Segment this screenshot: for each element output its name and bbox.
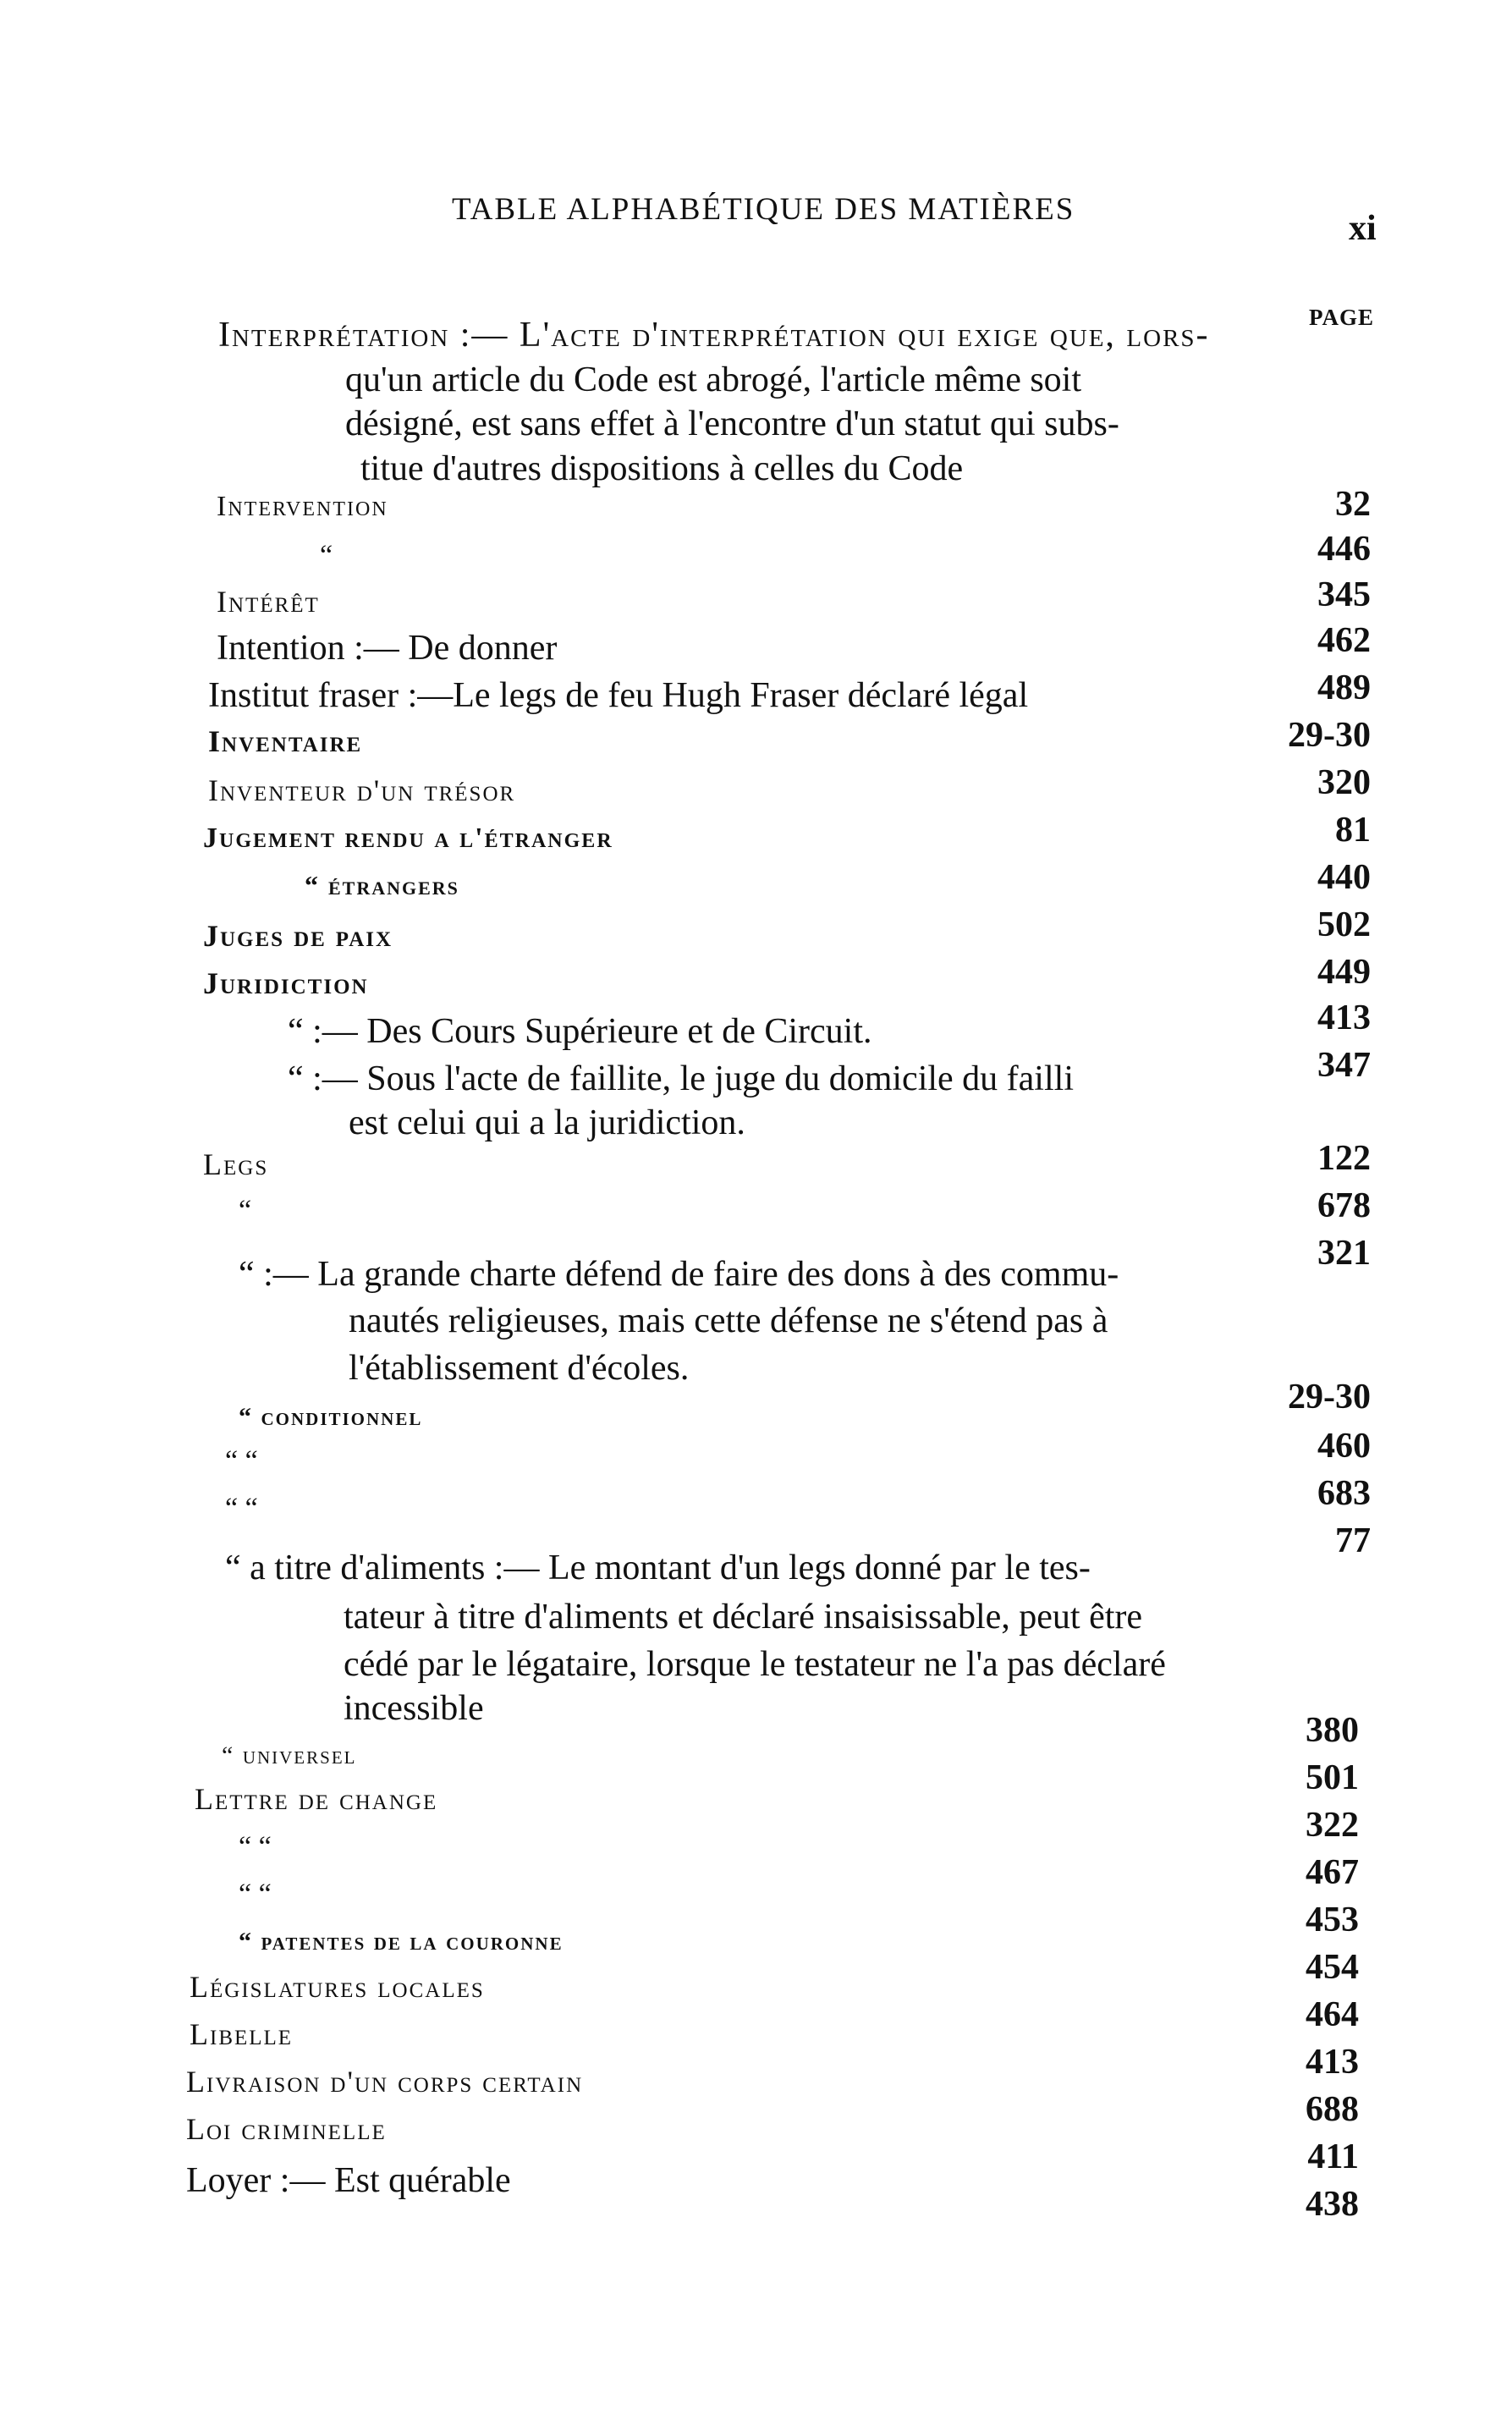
page-reference: 380 [1306,1711,1359,1750]
index-entry: “ :— Des Cours Supérieure et de Circuit. [288,1012,872,1051]
page-reference: 683 [1317,1474,1371,1513]
index-entry: Législatures locales [190,1970,485,2004]
index-entry: nautés religieuses, mais cette défense ne s'étend pas à [349,1301,1108,1340]
index-entry: “ a titre d'aliments :— Le montant d'un legs donné par le tes- [225,1549,1091,1587]
index-entry: Loyer :— Est quérable [186,2161,511,2200]
index-entry: qu'un article du Code est abrogé, l'article même soit [345,360,1082,399]
page-reference: 438 [1306,2185,1359,2224]
index-entry: “ “ [225,1493,258,1524]
page-reference: 347 [1317,1046,1371,1085]
page-reference: 460 [1317,1427,1371,1466]
index-entry: Libelle [190,2017,294,2051]
index-entry: l'établissement d'écoles. [349,1349,690,1388]
index-entry: Inventaire [208,724,363,758]
index-entry: incessible [344,1689,484,1728]
page-reference: 464 [1306,1995,1359,2034]
index-entry: Legs [203,1147,269,1181]
index-entry: Interprétation :— L'acte d'interprétation qui exige que, lors- [218,316,1210,355]
index-entry: tateur à titre d'aliments et déclaré insaisissable, peut être [344,1598,1143,1637]
page-reference: 467 [1306,1853,1359,1892]
index-entry: “ :— Sous l'acte de faillite, le juge du domicile du failli [288,1059,1074,1098]
index-entry: “ “ [225,1445,258,1477]
index-entry: Loi criminelle [186,2112,387,2146]
index-entry: Jugement rendu a l'étranger [203,822,613,854]
index-entry: Inventeur d'un trésor [208,773,516,807]
page-reference: 440 [1317,858,1371,897]
running-header-title: TABLE ALPHABÉTIQUE DES MATIÈRES [452,192,1075,227]
page-reference: 81 [1335,811,1371,850]
page-reference: 122 [1317,1139,1371,1178]
page-reference: 411 [1307,2137,1359,2176]
index-entry: cédé par le légataire, lorsque le testateur ne l'a pas déclaré [344,1645,1166,1684]
page-reference: 489 [1317,668,1371,707]
index-entry: Juges de paix [203,919,393,953]
page-reference: 501 [1306,1758,1359,1797]
index-entry: “ :— La grande charte défend de faire des dons à des commu- [239,1255,1119,1294]
index-entry: “ “ [239,1879,272,1910]
page-reference: 345 [1317,575,1371,614]
index-entry: Intention :— De donner [217,629,558,668]
index-entry: “ conditionnel [239,1403,423,1431]
index-entry: Livraison d'un corps certain [186,2065,584,2099]
index-entry: “ étrangers [305,870,459,900]
page-reference: 413 [1306,2043,1359,2082]
page-reference: 688 [1306,2090,1359,2129]
page-reference: 322 [1306,1806,1359,1845]
page-reference: 321 [1317,1234,1371,1273]
page-reference: 29-30 [1288,716,1371,755]
index-entry: “ patentes de la couronne [239,1928,564,1956]
page-reference: 454 [1306,1948,1359,1987]
index-entry: “ [239,1195,252,1226]
index-entry: est celui qui a la juridiction. [349,1103,745,1142]
page-reference: 446 [1317,530,1371,569]
index-entry: Juridiction [203,966,369,1000]
page-reference: 320 [1317,763,1371,802]
page-reference: 449 [1317,953,1371,992]
index-entry: “ universel [222,1741,357,1769]
index-entry: “ “ [239,1831,272,1862]
page-reference: 453 [1306,1901,1359,1939]
page-reference: 29-30 [1288,1378,1371,1417]
index-entry: Intervention [217,491,388,522]
index-entry: Lettre de change [195,1782,438,1816]
page-reference: 32 [1335,485,1371,524]
page-number: xi [1349,209,1377,248]
page-reference: 678 [1317,1186,1371,1225]
page-reference: 502 [1317,905,1371,944]
index-entry: Intérêt [217,585,320,619]
index-entry: titue d'autres dispositions à celles du Code [360,449,964,488]
page-reference: 413 [1317,998,1371,1037]
page-reference: 462 [1317,621,1371,660]
index-entry: Institut fraser :—Le legs de feu Hugh Fraser déclaré légal [208,676,1029,715]
index-entry: “ [320,540,333,571]
page-column-label: PAGE [1309,305,1374,330]
page-reference: 77 [1335,1521,1371,1560]
index-entry: désigné, est sans effet à l'encontre d'un statut qui subs- [345,404,1119,443]
